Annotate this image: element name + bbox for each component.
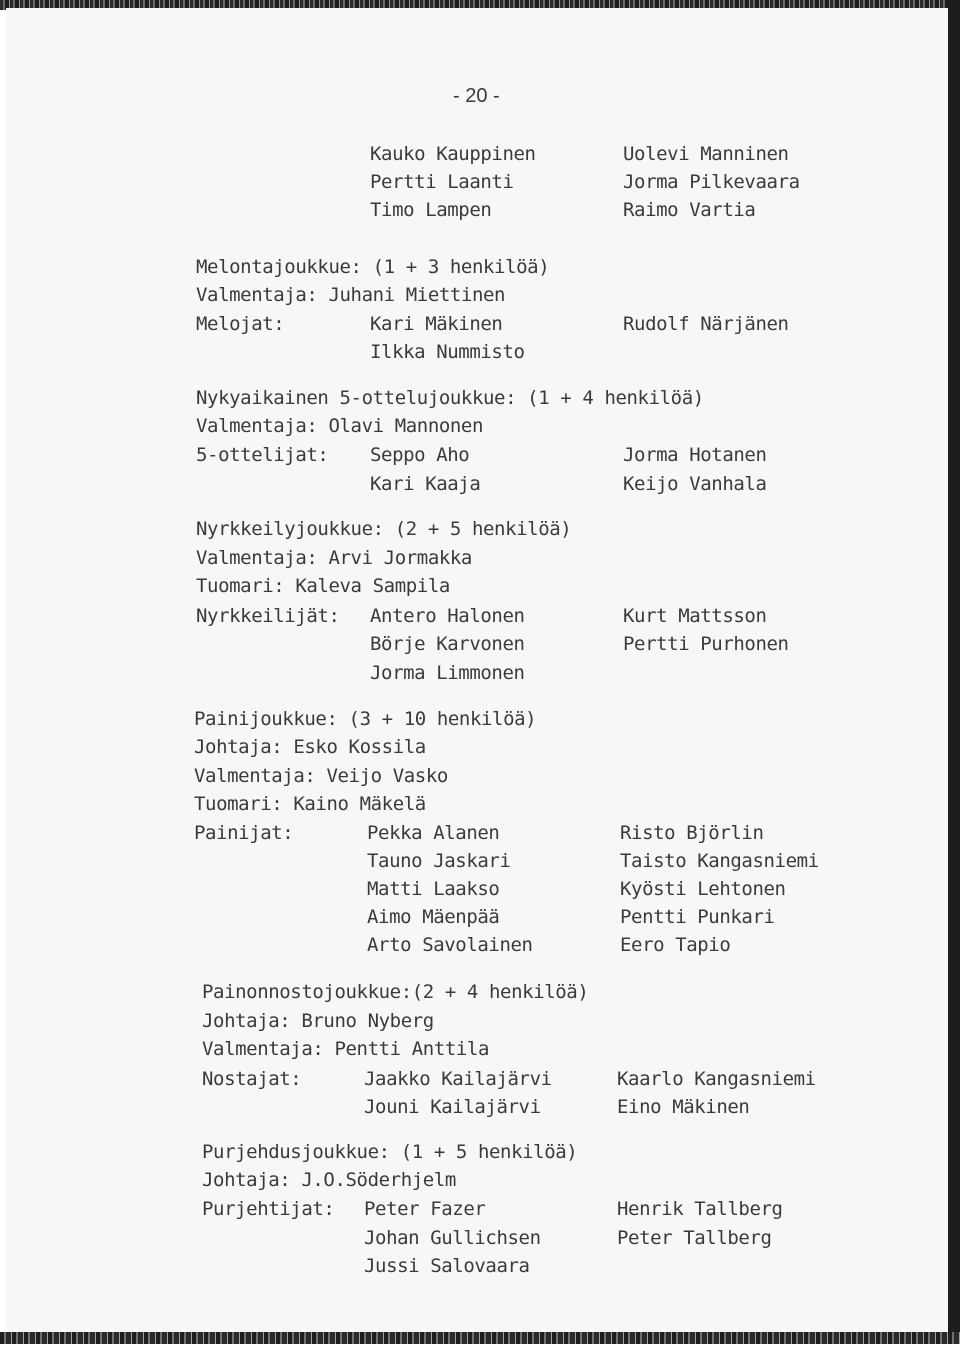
name-entry: Jussi Salovaara [364, 1254, 530, 1278]
name-entry: Keijo Vanhala [623, 472, 767, 496]
name-entry: Matti Laakso [367, 877, 499, 901]
role-label: Nostajat: [202, 1067, 301, 1091]
name-entry: Kaarlo Kangasniemi [617, 1067, 816, 1091]
name-entry: Seppo Aho [370, 443, 469, 467]
scan-edge-bottom [0, 1332, 960, 1344]
leader-line: Johtaja: J.O.Söderhjelm [202, 1168, 456, 1192]
name-entry: Aimo Mäenpää [367, 905, 499, 929]
name-entry: Taisto Kangasniemi [620, 849, 819, 873]
name-entry: Börje Karvonen [370, 632, 525, 656]
name-entry: Kyösti Lehtonen [620, 877, 786, 901]
name-entry: Ilkka Nummisto [370, 340, 525, 364]
role-label: Melojat: [196, 312, 284, 336]
name-entry: Jouni Kailajärvi [364, 1095, 541, 1119]
role-label: Nyrkkeilijät: [196, 604, 340, 628]
coach-line: Valmentaja: Olavi Mannonen [196, 414, 483, 438]
leader-line: Johtaja: Esko Kossila [194, 735, 426, 759]
section-header-boxing: Nyrkkeilyjoukkue: (2 + 5 henkilöä) [196, 517, 571, 541]
name-entry: Peter Fazer [364, 1197, 485, 1221]
section-header-pentathlon: Nykyaikainen 5-ottelujoukkue: (1 + 4 henkilöä) [196, 386, 704, 410]
coach-line: Valmentaja: Pentti Anttila [202, 1037, 489, 1061]
name-entry: Jaakko Kailajärvi [364, 1067, 552, 1091]
coach-line: Valmentaja: Juhani Miettinen [196, 283, 505, 307]
role-label: Painijat: [194, 821, 293, 845]
name-entry: Peter Tallberg [617, 1226, 772, 1250]
name-entry: Henrik Tallberg [617, 1197, 783, 1221]
name-entry: Timo Lampen [370, 198, 491, 222]
judge-line: Tuomari: Kaleva Sampila [196, 574, 450, 598]
name-entry: Pekka Alanen [367, 821, 499, 845]
section-header-wrestling: Painijoukkue: (3 + 10 henkilöä) [194, 707, 536, 731]
leader-line: Johtaja: Bruno Nyberg [202, 1009, 434, 1033]
role-label: 5-ottelijat: [196, 443, 328, 467]
name-entry: Jorma Hotanen [623, 443, 767, 467]
section-header-canoeing: Melontajoukkue: (1 + 3 henkilöä) [196, 255, 549, 279]
name-entry: Kauko Kauppinen [370, 142, 536, 166]
name-entry: Raimo Vartia [623, 198, 755, 222]
name-entry: Risto Björlin [620, 821, 764, 845]
coach-line: Valmentaja: Arvi Jormakka [196, 546, 472, 570]
name-entry: Eero Tapio [620, 933, 730, 957]
name-entry: Pentti Punkari [620, 905, 775, 929]
name-entry: Jorma Pilkevaara [623, 170, 800, 194]
name-entry: Antero Halonen [370, 604, 525, 628]
section-header-sailing: Purjehdusjoukkue: (1 + 5 henkilöä) [202, 1140, 577, 1164]
judge-line: Tuomari: Kaino Mäkelä [194, 792, 426, 816]
name-entry: Pertti Purhonen [623, 632, 789, 656]
name-entry: Uolevi Manninen [623, 142, 789, 166]
name-entry: Johan Gullichsen [364, 1226, 541, 1250]
name-entry: Kari Mäkinen [370, 312, 502, 336]
name-entry: Tauno Jaskari [367, 849, 511, 873]
name-entry: Arto Savolainen [367, 933, 533, 957]
coach-line: Valmentaja: Veijo Vasko [194, 764, 448, 788]
name-entry: Pertti Laanti [370, 170, 514, 194]
name-entry: Jorma Limmonen [370, 661, 525, 685]
role-label: Purjehtijat: [202, 1197, 334, 1221]
section-header-weightlifting: Painonnostojoukkue:(2 + 4 henkilöä) [202, 980, 588, 1004]
name-entry: Rudolf Närjänen [623, 312, 789, 336]
name-entry: Kurt Mattsson [623, 604, 767, 628]
page-number: - 20 - [453, 84, 500, 108]
scan-edge-right [948, 0, 960, 1344]
name-entry: Eino Mäkinen [617, 1095, 749, 1119]
document-page [6, 8, 954, 1338]
name-entry: Kari Kaaja [370, 472, 480, 496]
